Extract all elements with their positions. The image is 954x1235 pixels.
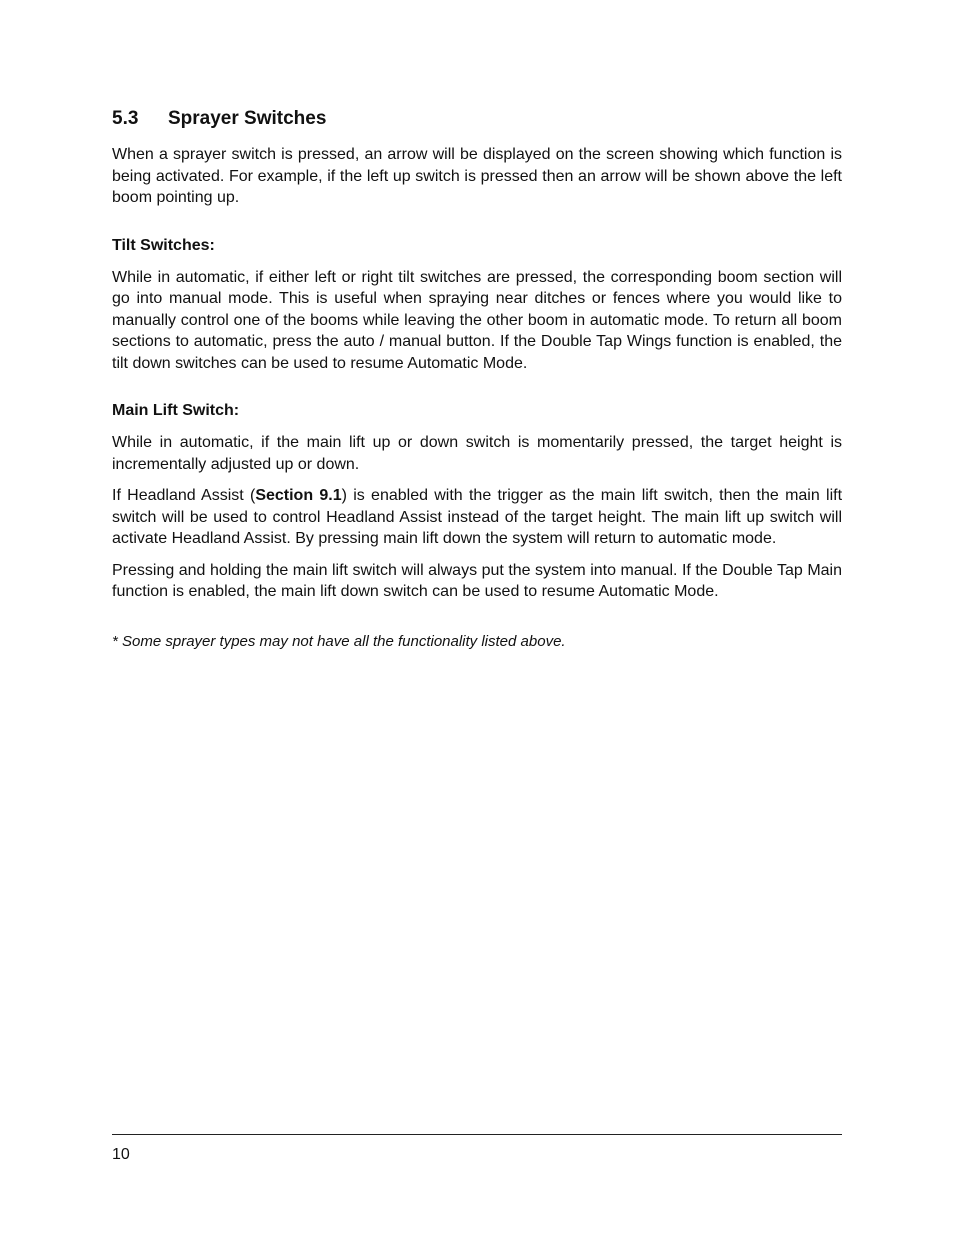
footnote: * Some sprayer types may not have all the functionality listed above. — [112, 632, 566, 650]
main-lift-paragraph-1: While in automatic, if the main lift up or down switch is momentarily pressed, the target height is incrementally adjusted up or down. — [112, 434, 842, 473]
tilt-switches-heading: Tilt Switches: — [112, 236, 215, 254]
tilt-switches-paragraph: While in automatic, if either left or right tilt switches are pressed, the corresponding boom section will go into manual mode. This is useful when spraying near ditches or fences where you would like to manually control one of the booms while leaving the other boom in automatic mode. To return all boom sections to automatic, press the auto / manual button. If the Double Tap Wings function is enabled, the tilt down switches can be used to resume Automatic Mode. — [112, 268, 842, 372]
main-lift-switch-heading: Main Lift Switch: — [112, 402, 240, 419]
page-content — [112, 108, 842, 650]
footer-divider — [112, 1134, 842, 1135]
section-title: Sprayer Switches — [168, 108, 327, 129]
page-number: 10 — [112, 1146, 130, 1163]
main-lift-paragraph-2 — [112, 485, 842, 550]
main-lift-paragraph-3: Pressing and holding the main lift switch will always put the system into manual. If the Double Tap Main function is enabled, the main lift down switch can be used to resume Automatic Mode. — [112, 561, 842, 600]
section-heading — [112, 108, 842, 130]
headland-text-pre: If Headland Assist ( — [112, 487, 256, 504]
section-reference: Section 9.1 — [255, 487, 342, 504]
section-number: 5.3 — [112, 108, 139, 129]
headland-text-post: ) is enabled with the trigger as the main lift switch, then the main lift switch will be used to control Headland Assist instead of the target height. The main lift up switch will activate Headland Assist. By pressing main lift down the system will return to automatic mode. — [112, 487, 843, 547]
intro-paragraph: When a sprayer switch is pressed, an arrow will be displayed on the screen showing which function is being activated. For example, if the left up switch is pressed then an arrow will be shown above the left boom pointing up. — [112, 146, 842, 206]
